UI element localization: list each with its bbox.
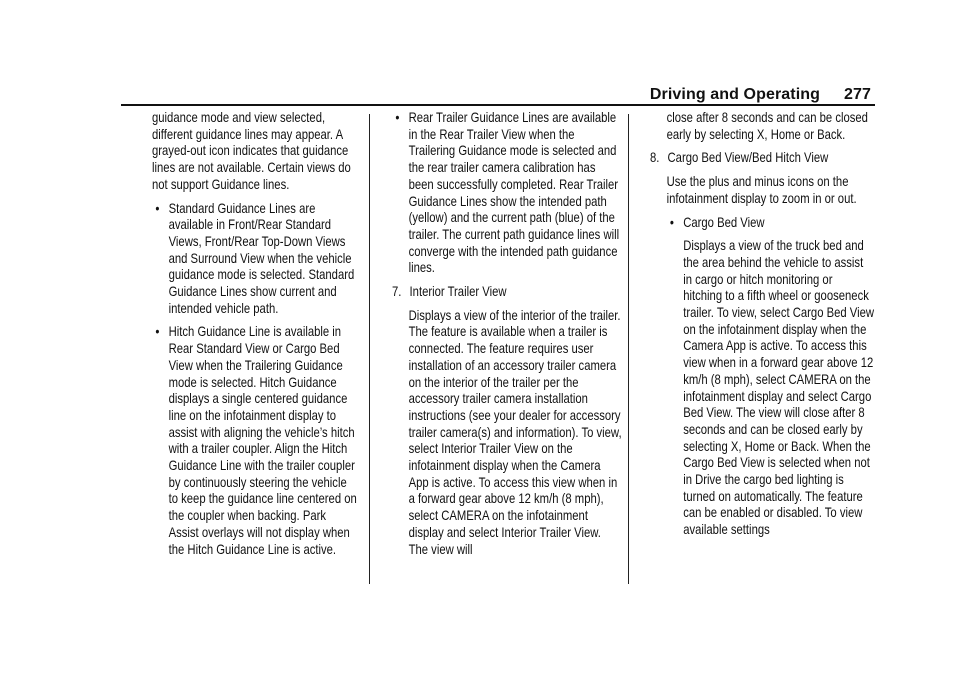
bullet-text: Standard Guidance Lines are available in Front/Rear Standard Views, Front/Rear Top-Down Views and Surround View when the vehicle guidance mode is selected. Standard Guidance Lines show current and intended vehicle path.: [168, 200, 355, 316]
bullet-icon: •: [155, 199, 160, 216]
item-body: Displays a view of the interior of the trailer. The feature is available when a trailer is connected. The feature requires user installation of an accessory trailer camera on the interior of the trailer per the accessory trailer camera installation instructions (see your dealer for accessory trailer camera(s) and information). To view, select Interior Trailer View on the infotainment display when the Camera App is active. To access this view when in a forward gear above 12 km/h (8 mph), select CAMERA on the infotainment display and select Interior Trailer View. The view will: [408, 307, 622, 557]
list-item: [392, 110, 623, 277]
column-1: [152, 110, 358, 558]
bullet-icon: •: [669, 213, 674, 230]
column-divider-1: [369, 114, 370, 584]
header-rule: [121, 104, 875, 106]
bullet-text: Rear Trailer Guidance Lines are available in the Rear Trailer View when the Trailering Guidance mode is selected and the rear trailer camera calibration has been successfully completed. Rear Trailer Guidance Lines show the intended path (yellow) and the current path (blue) of the trailer. The current path guidance lines will converge with the intended path guidance lines.: [408, 110, 620, 276]
column-2: [392, 110, 623, 558]
list-item: [650, 215, 874, 232]
item-body: Use the plus and minus icons on the infotainment display to zoom in or out.: [666, 174, 857, 206]
numbered-item-8: [650, 150, 874, 167]
item-title: Cargo Bed View/Bed Hitch View: [667, 150, 829, 166]
sub-item-title: Cargo Bed View: [683, 214, 765, 230]
list-item: [152, 201, 358, 318]
bullet-icon: •: [395, 109, 400, 125]
intro-paragraph: guidance mode and view selected, different guidance lines may appear. A grayed-out icon indicates that guidance lines are not available. Certain views do not support Guidance lines.: [152, 110, 351, 192]
column-divider-2: [628, 114, 629, 584]
continued-paragraph: close after 8 seconds and can be closed early by selecting X, Home or Back.: [666, 110, 868, 142]
item-number: 8.: [650, 150, 660, 166]
section-title: Driving and Operating: [649, 86, 820, 103]
item-number: 7.: [392, 284, 402, 300]
numbered-item-7: [392, 284, 623, 301]
sub-item-body: Displays a view of the truck bed and the area behind the vehicle to assist in cargo or hitch monitoring or hitching to a fifth wheel or gooseneck trailer. To view, select Cargo Bed View on the infotainment display when the Camera App is active. To access this view when in a forward gear above 12 km/h (8 mph), select CAMERA on the infotainment display and select Cargo Bed View. The view will close after 8 seconds and can be closed early by selecting X, Home or Back. When the Cargo Bed View is selected when not in Drive the cargo bed lighting is turned on automatically. The feature can be enabled or disabled. To view available settings: [683, 238, 875, 538]
column-3: [650, 110, 874, 539]
page-header: [650, 86, 871, 104]
bullet-text: Hitch Guidance Line is available in Rear Standard View or Cargo Bed View when the Trailering Guidance mode is selected. Hitch Guidance displays a single centered guidance line on the infotainment display to assist with aligning the vehicle’s hitch with a trailer coupler. Align the Hitch Guidance Line with the trailer coupler by continuously steering the vehicle to keep the guidance line centered on the coupler when backing. Park Assist overlays will not display when the Hitch Guidance Line is active.: [168, 324, 357, 557]
page-number: 277: [844, 86, 871, 103]
item-title: Interior Trailer View: [409, 284, 507, 300]
bullet-icon: •: [155, 323, 160, 340]
list-item: [152, 324, 358, 558]
